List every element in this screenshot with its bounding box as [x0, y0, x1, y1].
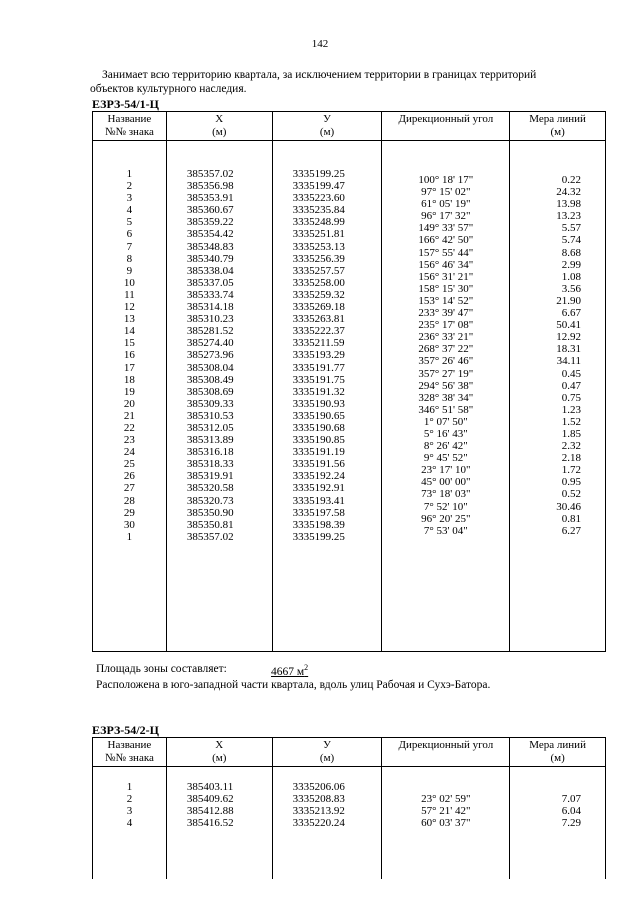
point-number: 2	[126, 793, 133, 806]
direction-angle: 166° 42' 50"	[418, 234, 474, 247]
y-coordinate: 3335191.75	[292, 373, 345, 386]
direction-angle: 294° 56' 38"	[418, 379, 474, 392]
y-coordinate: 3335198.39	[292, 518, 345, 531]
line-measure: 6.27	[561, 524, 581, 537]
direction-angle: 158° 15' 30"	[418, 282, 474, 295]
line-measure: 7.29	[561, 817, 581, 830]
y-coordinate: 3335190.93	[292, 397, 345, 410]
y-coordinate: 3335199.25	[292, 530, 345, 543]
x-coordinate: 385313.89	[186, 434, 234, 447]
measure-column	[510, 767, 606, 880]
intro-line-2: объектов культурного наследия.	[90, 83, 247, 95]
x-coordinate: 385310.23	[186, 313, 234, 326]
point-number: 2	[126, 180, 133, 193]
y-coordinate: 3335190.65	[292, 409, 345, 422]
y-coordinate: 3335259.32	[292, 288, 345, 301]
line-measure: 0.95	[561, 476, 581, 489]
y-coordinate: 3335257.57	[292, 264, 345, 277]
line-measure: 0.81	[561, 512, 581, 525]
y-coordinate: 3335208.83	[292, 793, 345, 806]
point-number: 22	[123, 421, 135, 434]
header-x: X (м)	[166, 738, 272, 767]
x-coordinate: 385409.62	[186, 793, 234, 806]
x-coordinate: 385310.53	[186, 409, 234, 422]
point-number: 21	[123, 409, 135, 422]
zone-title: ЕЗРЗ-54/1-Ц	[92, 97, 159, 111]
line-measure: 0.22	[561, 174, 581, 186]
point-number: 3	[126, 805, 133, 818]
y-coordinate: 3335220.24	[292, 817, 345, 830]
x-coordinate: 385308.04	[186, 361, 234, 374]
direction-angle: 9° 45' 52"	[423, 452, 468, 465]
direction-angle: 156° 46' 34"	[418, 258, 474, 271]
y-coordinate: 3335223.60	[292, 192, 345, 205]
y-coordinate: 3335235.84	[292, 204, 345, 217]
y-coordinate: 3335248.99	[292, 216, 345, 229]
y-coordinate: 3335213.92	[292, 805, 345, 818]
y-coordinate: 3335192.24	[292, 470, 345, 483]
area-label: Площадь зоны составляет:	[96, 663, 227, 675]
header-name: Название №№ знака	[93, 112, 167, 141]
x-coordinate: 385412.88	[186, 805, 234, 818]
x-coordinate: 385320.58	[186, 482, 234, 495]
line-measure: 1.72	[561, 464, 581, 477]
header-measure: Мера линий (м)	[510, 112, 606, 141]
intro-line-1: Занимает всю территорию квартала, за исключением территории в границах территорий	[102, 69, 537, 81]
line-measure: 0.75	[561, 391, 581, 404]
y-coordinate: 3335263.81	[292, 313, 345, 326]
x-coordinate: 385337.05	[186, 276, 234, 289]
point-number: 10	[123, 276, 135, 289]
x-coordinate: 385316.18	[186, 446, 234, 459]
line-measure: 1.08	[561, 270, 581, 283]
line-measure: 13.98	[556, 198, 581, 211]
x-coordinate: 385312.05	[186, 421, 234, 434]
y-coordinate: 3335199.25	[292, 168, 345, 180]
point-number: 1	[126, 781, 133, 793]
angle-column	[382, 141, 510, 652]
direction-angle: 157° 55' 44"	[418, 246, 474, 259]
direction-angle: 97° 15' 02"	[421, 186, 471, 199]
point-number: 17	[123, 361, 135, 374]
direction-angle: 60° 03' 37"	[421, 817, 471, 830]
point-number: 6	[126, 228, 133, 241]
direction-angle: 96° 17' 32"	[421, 210, 471, 223]
table-body-row	[93, 141, 606, 652]
point-number: 1	[126, 530, 133, 543]
x-coordinate: 385273.96	[186, 349, 234, 362]
direction-angle: 328° 38' 34"	[418, 391, 474, 404]
x-coordinate: 385360.67	[186, 204, 234, 217]
line-measure: 2.18	[561, 452, 581, 465]
y-coordinate: 3335191.77	[292, 361, 345, 374]
points-column	[93, 141, 167, 652]
x-column	[166, 767, 272, 880]
point-number: 7	[126, 240, 133, 253]
line-measure: 50.41	[556, 319, 581, 332]
line-measure: 6.04	[561, 805, 581, 818]
y-coordinate: 3335206.06	[292, 781, 345, 793]
line-measure: 0.52	[561, 488, 581, 501]
header-name: Название №№ знака	[93, 738, 167, 767]
intro-paragraph	[90, 68, 616, 96]
point-number: 5	[126, 216, 133, 229]
direction-angle: 149° 33' 57"	[418, 222, 474, 235]
x-coordinate: 385281.52	[186, 325, 234, 338]
direction-angle: 357° 26' 46"	[418, 355, 474, 368]
y-coordinate: 3335193.41	[292, 494, 345, 507]
y-coordinate: 3335190.68	[292, 421, 345, 434]
line-measure: 34.11	[556, 355, 581, 368]
measure-column	[510, 141, 606, 652]
direction-angle: 1° 07' 50"	[423, 415, 468, 428]
point-number: 18	[123, 373, 135, 386]
line-measure: 6.67	[561, 307, 581, 320]
x-coordinate: 385308.69	[186, 385, 234, 398]
direction-angle: 8° 26' 42"	[423, 440, 468, 453]
page-number: 142	[311, 38, 329, 50]
y-coordinate: 3335253.13	[292, 240, 345, 253]
x-coordinate: 385353.91	[186, 192, 234, 205]
x-coordinate: 385356.98	[186, 180, 234, 193]
x-column	[166, 141, 272, 652]
x-coordinate: 385319.91	[186, 470, 234, 483]
table-body-row	[93, 767, 606, 880]
header-y: У (м)	[272, 738, 382, 767]
direction-angle: 153° 14' 52"	[418, 294, 474, 307]
x-coordinate: 385274.40	[186, 337, 234, 350]
area-value: 4667 $м^2$	[271, 663, 309, 678]
direction-angle: 57° 21' 42"	[421, 805, 471, 818]
coordinates-table-zone2	[92, 737, 606, 879]
header-angle: Дирекционный угол	[382, 738, 510, 767]
x-coordinate: 385350.81	[186, 518, 234, 531]
y-coordinate: 3335251.81	[292, 228, 345, 241]
point-number: 27	[123, 482, 135, 495]
direction-angle: 96° 20' 25"	[421, 512, 471, 525]
direction-angle: 23° 02' 59"	[421, 793, 471, 805]
x-coordinate: 385354.42	[186, 228, 234, 241]
y-coordinate: 3335191.19	[292, 446, 345, 459]
point-number: 30	[123, 518, 135, 531]
header-measure: Мера линий (м)	[510, 738, 606, 767]
y-coordinate: 3335191.56	[292, 458, 345, 471]
line-measure: 5.74	[561, 234, 581, 247]
direction-angle: 236° 33' 21"	[418, 331, 474, 344]
point-number: 13	[123, 313, 135, 326]
x-coordinate: 385416.52	[186, 817, 234, 830]
direction-angle: 61° 05' 19"	[421, 198, 471, 211]
table-header-row	[93, 112, 606, 141]
table-header-row	[93, 738, 606, 767]
x-coordinate: 385314.18	[186, 301, 234, 314]
point-number: 16	[123, 349, 135, 362]
y-coordinate: 3335256.39	[292, 252, 345, 265]
zone-area	[96, 663, 309, 678]
y-coordinate: 3335269.18	[292, 301, 345, 314]
line-measure: 1.52	[561, 415, 581, 428]
point-number: 11	[124, 288, 135, 301]
y-coordinate: 3335211.59	[292, 337, 345, 350]
point-number: 8	[126, 252, 133, 265]
line-measure: 1.23	[561, 403, 581, 416]
point-number: 14	[123, 325, 135, 338]
direction-angle: 5° 16' 43"	[423, 427, 468, 440]
header-x: X (м)	[166, 112, 272, 141]
zone-title-2: ЕЗРЗ-54/2-Ц	[92, 723, 159, 737]
direction-angle: 45° 00' 00"	[421, 476, 471, 489]
angle-column	[382, 767, 510, 880]
y-column	[272, 767, 382, 880]
x-coordinate: 385309.33	[186, 397, 234, 410]
line-measure: 30.46	[556, 500, 581, 513]
line-measure: 2.32	[561, 440, 581, 453]
point-number: 20	[123, 397, 135, 410]
line-measure: 7.07	[561, 793, 581, 805]
direction-angle: 268° 37' 22"	[418, 343, 474, 356]
direction-angle: 233° 39' 47"	[418, 307, 474, 320]
x-coordinate: 385320.73	[186, 494, 234, 507]
point-number: 1	[126, 168, 133, 180]
y-coordinate: 3335199.47	[292, 180, 345, 193]
x-coordinate: 385318.33	[186, 458, 234, 471]
coordinates-table-zone1	[92, 111, 606, 652]
line-measure: 3.56	[561, 282, 581, 295]
y-coordinate: 3335258.00	[292, 276, 345, 289]
point-number: 4	[126, 817, 133, 830]
direction-angle: 7° 52' 10"	[423, 500, 468, 513]
point-number: 28	[123, 494, 135, 507]
point-number: 9	[126, 264, 133, 277]
line-measure: 1.85	[561, 427, 581, 440]
x-coordinate: 385333.74	[186, 288, 234, 301]
line-measure: 21.90	[556, 294, 581, 307]
points-column	[93, 767, 167, 880]
direction-angle: 7° 53' 04"	[423, 524, 468, 537]
direction-angle: 100° 18' 17"	[418, 174, 474, 186]
line-measure: 5.57	[561, 222, 581, 235]
y-coordinate: 3335192.91	[292, 482, 345, 495]
header-angle: Дирекционный угол	[382, 112, 510, 141]
direction-angle: 73° 18' 03"	[421, 488, 471, 501]
point-number: 19	[123, 385, 135, 398]
x-coordinate: 385350.90	[186, 506, 234, 519]
y-coordinate: 3335191.32	[292, 385, 345, 398]
line-measure: 24.32	[556, 186, 581, 199]
x-coordinate: 385340.79	[186, 252, 234, 265]
y-coordinate: 3335197.58	[292, 506, 345, 519]
line-measure: 12.92	[556, 331, 581, 344]
point-number: 15	[123, 337, 135, 350]
x-coordinate: 385359.22	[186, 216, 234, 229]
direction-angle: 23° 17' 10"	[421, 464, 471, 477]
x-coordinate: 385357.02	[186, 530, 234, 543]
point-number: 4	[126, 204, 133, 217]
y-coordinate: 3335222.37	[292, 325, 345, 338]
direction-angle: 156° 31' 21"	[418, 270, 474, 283]
line-measure: 13.23	[556, 210, 581, 223]
point-number: 29	[123, 506, 135, 519]
direction-angle: 346° 51' 58"	[418, 403, 474, 416]
point-number: 23	[123, 434, 135, 447]
line-measure: 2.99	[561, 258, 581, 271]
line-measure: 0.47	[561, 379, 581, 392]
y-coordinate: 3335190.85	[292, 434, 345, 447]
point-number: 3	[126, 192, 133, 205]
header-y: У (м)	[272, 112, 382, 141]
y-column	[272, 141, 382, 652]
x-coordinate: 385357.02	[186, 168, 234, 180]
x-coordinate: 385403.11	[186, 781, 234, 793]
point-number: 25	[123, 458, 135, 471]
point-number: 24	[123, 446, 135, 459]
point-number: 26	[123, 470, 135, 483]
direction-angle: 357° 27' 19"	[418, 367, 474, 380]
direction-angle: 235° 17' 08"	[418, 319, 474, 332]
line-measure: 0.45	[561, 367, 581, 380]
x-coordinate: 385338.04	[186, 264, 234, 277]
x-coordinate: 385308.49	[186, 373, 234, 386]
x-coordinate: 385348.83	[186, 240, 234, 253]
line-measure: 18.31	[556, 343, 581, 356]
point-number: 12	[123, 301, 135, 314]
line-measure: 8.68	[561, 246, 581, 259]
zone-location: Расположена в юго-западной части квартала, вдоль улиц Рабочая и Сухэ-Батора.	[96, 679, 491, 691]
y-coordinate: 3335193.29	[292, 349, 345, 362]
